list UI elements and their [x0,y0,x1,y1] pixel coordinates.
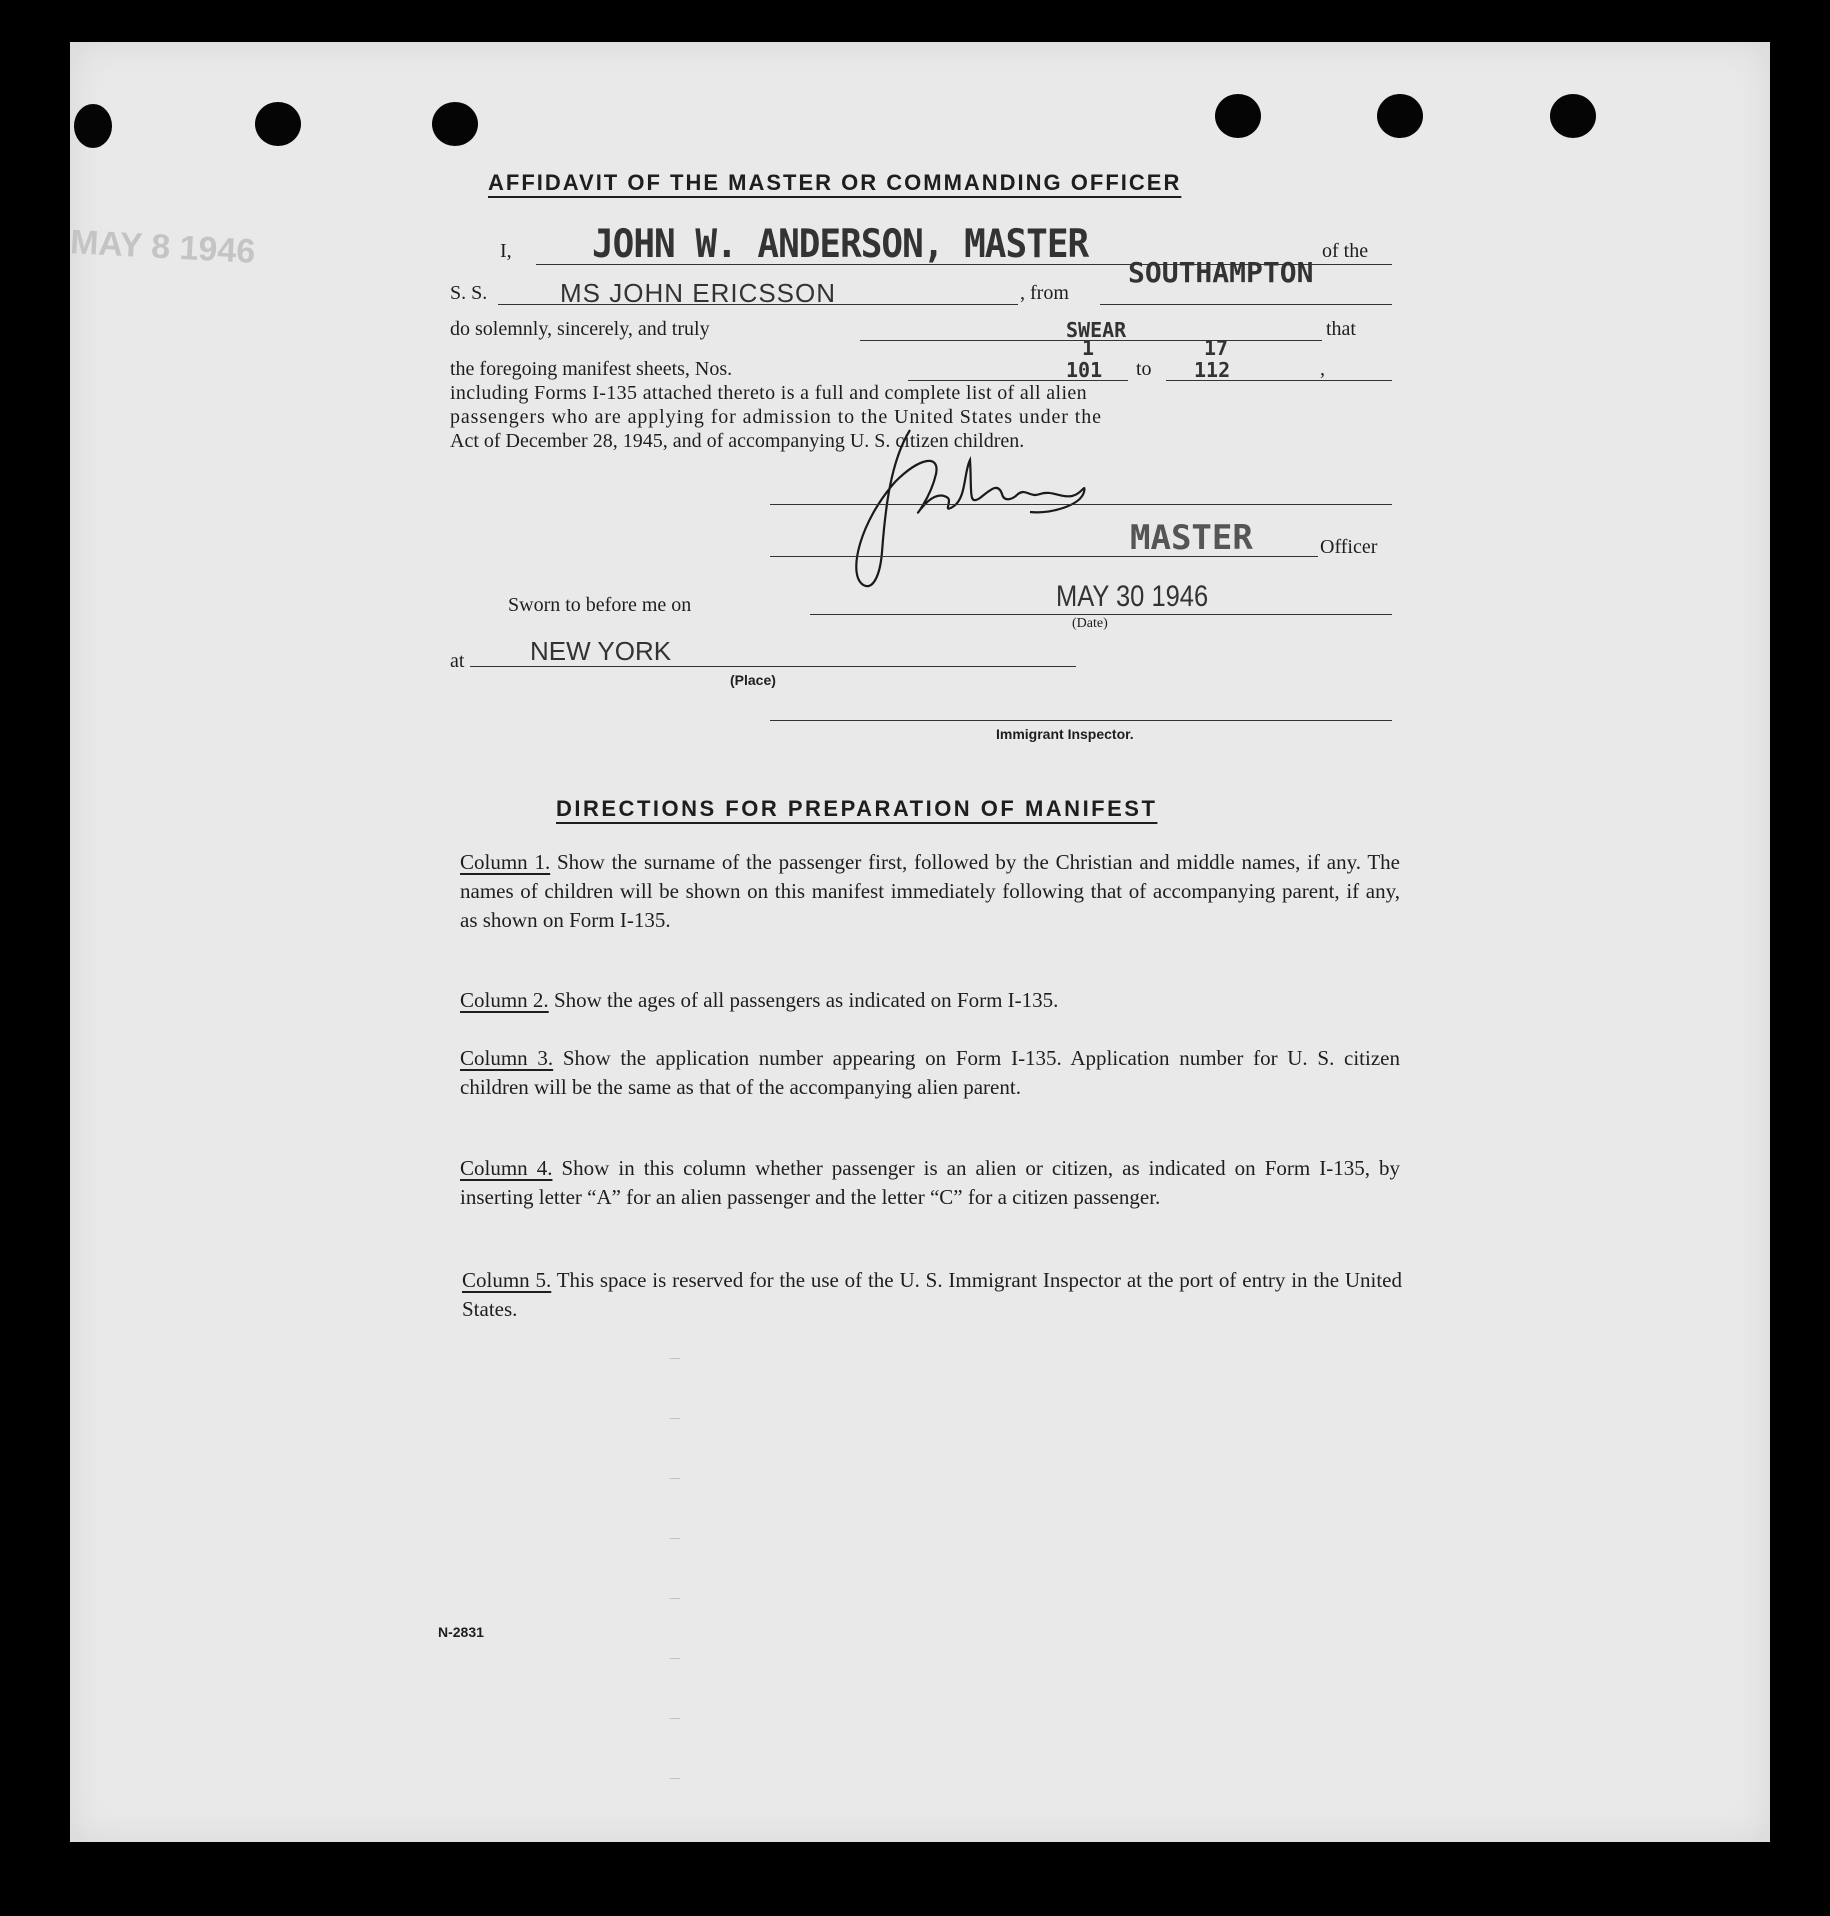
affidavit-heading: AFFIDAVIT OF THE MASTER OR COMMANDING OFFICER [488,170,1182,195]
punch-hole [1550,94,1596,138]
nos-to-bottom: 112 [1194,358,1231,382]
direction-column-1 [460,848,1400,935]
column-1-label: Column 1. [460,850,551,874]
bleed-through-mark: – [670,1586,680,1608]
master-signature [790,402,1130,602]
of-the-label: of the [1322,240,1369,262]
swear-word: SWEAR [1066,318,1127,342]
nos-from-bottom: 101 [1066,358,1103,382]
column-1-text: Show the surname of the passenger first, followed by the Christian and middle names, if any. The names of children will be shown on this manifest immediately following that of accompanying parent, if any, as shown on Form I-135. [460,850,1400,932]
column-2-label: Column 2. [460,988,549,1012]
foregoing-text: the foregoing manifest sheets, Nos. [450,358,733,380]
directions-heading: DIRECTIONS FOR PREPARATION OF MANIFEST [556,796,1158,821]
document-page [70,42,1770,1842]
punch-hole [1215,94,1261,138]
column-4-text: Show in this column whether passenger is an alien or citizen, as indicated on Form I-135, by inserting letter “A” for an alien passenger and the letter “C” for a citizen passenger. [460,1156,1400,1209]
to-label: to [1136,358,1152,380]
sworn-label: Sworn to before me on [508,594,692,616]
direction-column-4 [460,1154,1400,1212]
margin-stamp: MAY 8 1946 [69,223,257,271]
column-4-label: Column 4. [460,1156,553,1180]
bleed-through-mark: – [670,1766,680,1788]
affidavit-body-line-2: passengers who are applying for admission to the United States under the [450,406,1102,428]
direction-column-5 [462,1266,1402,1324]
port-from: SOUTHAMPTON [1128,256,1314,289]
port-line [1100,304,1392,305]
punch-hole [432,102,478,146]
place-label: (Place) [730,672,776,688]
punch-hole [1377,94,1423,138]
bleed-through-mark: – [670,1526,680,1548]
bleed-through-mark: – [670,1706,680,1728]
affidavit-body-line-3: Act of December 28, 1945, and of accompanying U. S. citizen children. [450,430,1025,452]
solemnly-text: do solemnly, sincerely, and truly [450,318,710,340]
nos-from-top: 1 [1082,336,1095,360]
punch-hole [255,102,301,146]
date-label: (Date) [1072,616,1108,631]
column-3-text: Show the application number appearing on Form I-135. Application number for U. S. citizen children will be the same as that of the accompanying alien parent. [460,1046,1400,1099]
bleed-through-mark: – [670,1346,680,1368]
column-5-text: This space is reserved for the use of the U. S. Immigrant Inspector at the port of entry in the United States. [462,1268,1402,1321]
punch-hole [74,104,112,148]
ss-label: S. S. [450,282,488,304]
that-label: that [1326,318,1356,340]
inspector-line [770,720,1392,721]
column-3-label: Column 3. [460,1046,554,1070]
ship-name: MS JOHN ERICSSON [560,278,837,308]
officer-label: Officer [1320,536,1378,558]
bleed-through-mark: – [670,1406,680,1428]
form-number: N-2831 [438,1624,484,1640]
affidavit-body-line-1: including Forms I-135 attached thereto is a full and complete list of all alien [450,382,1087,404]
nos-to-top: 17 [1204,336,1229,360]
direction-column-3 [460,1044,1400,1102]
direction-column-2 [460,986,1400,1015]
sworn-date: MAY 30 1946 [1056,580,1209,613]
rank-stamp: MASTER [1130,518,1253,558]
bleed-through-mark: – [670,1646,680,1668]
bleed-through-mark: – [670,1466,680,1488]
place-text: NEW YORK [530,636,672,666]
signature-line [770,504,1392,505]
master-name: JOHN W. ANDERSON, MASTER [592,221,1089,268]
inspector-label: Immigrant Inspector. [996,726,1134,742]
column-2-text: Show the ages of all passengers as indicated on Form I-135. [553,988,1059,1012]
from-label: , from [1020,282,1069,304]
i-label: I, [500,240,512,262]
date-line [810,614,1392,615]
column-5-label: Column 5. [462,1268,552,1292]
nos-comma: , [1320,358,1325,380]
at-label: at [450,650,465,672]
